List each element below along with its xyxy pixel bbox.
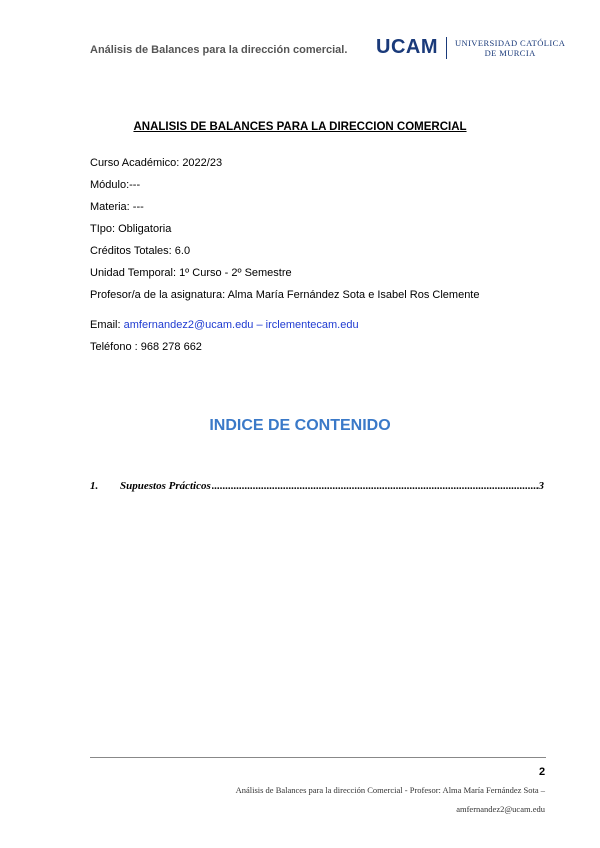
toc-entry-page: 3	[538, 480, 544, 492]
email-link[interactable]: amfernandez2@ucam.edu – irclementecam.edu	[123, 319, 359, 331]
field-creditos: Créditos Totales: 6.0	[90, 245, 191, 257]
phone-line: Teléfono : 968 278 662	[90, 341, 202, 353]
header-title: Análisis de Balances para la dirección comercial.	[90, 44, 348, 56]
footer-divider	[90, 757, 546, 758]
footer-line-1: Análisis de Balances para la dirección Comercial - Profesor: Alma María Fernández Sota –	[235, 785, 545, 795]
email-label: Email:	[90, 319, 124, 331]
field-modulo: Módulo:---	[90, 179, 141, 191]
toc-leader-dots	[212, 480, 538, 492]
field-curso: Curso Académico: 2022/23	[90, 157, 223, 169]
field-materia: Materia: ---	[90, 201, 144, 213]
page-number: 2	[539, 766, 546, 778]
logo-mark: UCAM	[376, 36, 438, 58]
logo-line-1: UNIVERSIDAD CATÓLICA	[455, 37, 566, 48]
toc-entry-label: Supuestos Prácticos	[120, 480, 211, 492]
document-title: ANALISIS DE BALANCES PARA LA DIRECCION COMERCIAL	[133, 121, 467, 133]
field-profesor: Profesor/a de la asignatura: Alma María Fernández Sota e Isabel Ros Clemente	[90, 289, 480, 301]
toc-heading: INDICE DE CONTENIDO	[209, 417, 391, 434]
logo-line-2: DE MURCIA	[484, 47, 536, 58]
toc-entry-number: 1.	[90, 480, 99, 492]
field-tipo: TIpo: Obligatoria	[90, 223, 172, 235]
footer-line-2: amfernandez2@ucam.edu	[456, 804, 545, 814]
logo-divider	[446, 37, 447, 59]
email-line	[90, 319, 359, 331]
toc-entry[interactable]	[90, 480, 544, 492]
ucam-logo	[376, 36, 565, 59]
logo-text	[455, 38, 565, 58]
field-unidad: Unidad Temporal: 1º Curso - 2º Semestre	[90, 267, 292, 279]
